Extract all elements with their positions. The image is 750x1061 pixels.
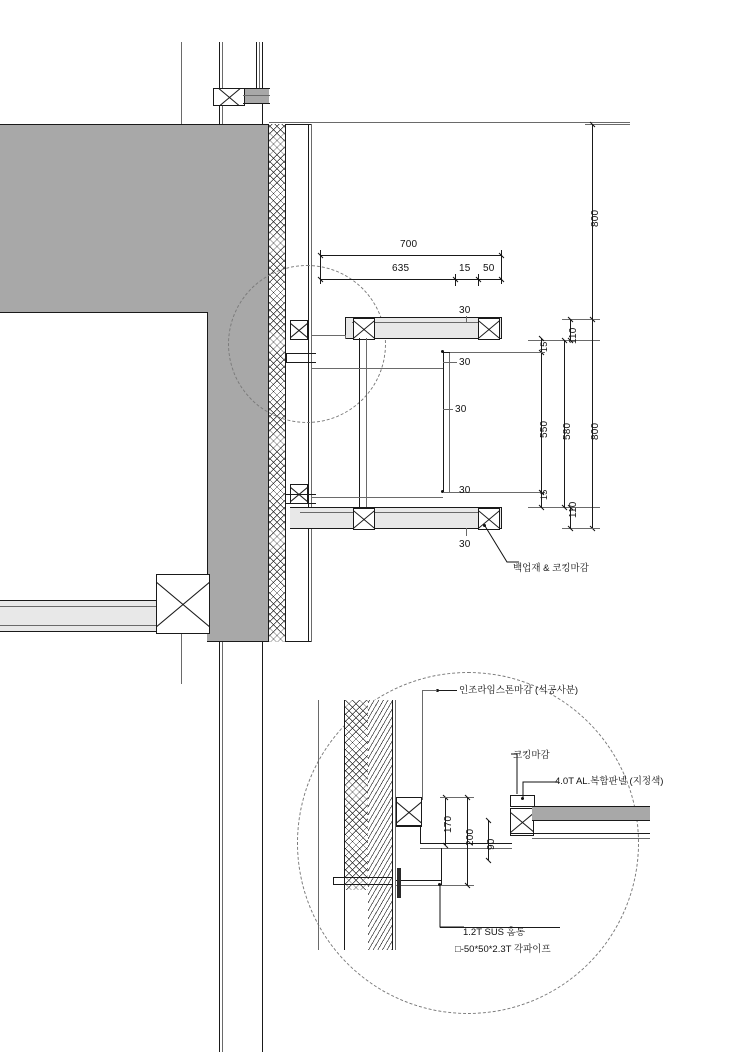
enlarged-al-panel-top bbox=[510, 806, 650, 807]
callout-stem-stone bbox=[422, 690, 423, 800]
concrete-edge-column-left bbox=[207, 312, 208, 574]
enlarged-plate-d bbox=[396, 885, 442, 886]
enlarged-tube-top bbox=[396, 797, 420, 798]
connector-bottom-1 bbox=[311, 497, 443, 498]
void-area bbox=[0, 312, 207, 574]
enlarged-insulation-hatch bbox=[344, 700, 368, 890]
note-sus-gutter: 1.2T SUS 홈통 bbox=[463, 927, 526, 938]
trough-cap-top bbox=[443, 352, 450, 353]
dim-30-c-leader bbox=[443, 409, 453, 410]
enlarged-fixing-b bbox=[333, 884, 393, 885]
dim-30-e-leader bbox=[466, 528, 467, 536]
bracket-lower-b bbox=[286, 503, 316, 504]
head-line-bottom bbox=[243, 103, 270, 104]
enlarged-dim-90-label: 90 bbox=[486, 838, 497, 850]
note-al-composite-panel: 4.0T AL.복합판넬 (지정색) bbox=[555, 776, 664, 787]
trough-line-b bbox=[449, 352, 450, 492]
finish-cap-top bbox=[285, 124, 311, 125]
dim-110-lower: 110 bbox=[568, 501, 579, 518]
enlarged-insulation-batt bbox=[368, 700, 392, 950]
finish-cap-bottom bbox=[285, 641, 311, 642]
enlarged-dim-200-label: 200 bbox=[465, 828, 476, 846]
bracket-upper-b bbox=[286, 362, 316, 363]
bottom-rail-inner bbox=[300, 512, 480, 513]
enlarged-fixing-c bbox=[333, 877, 334, 884]
slab-top-extension-line bbox=[269, 122, 630, 123]
slab-soffit bbox=[0, 124, 269, 180]
dim-550: 550 bbox=[539, 420, 550, 438]
top-rail-right bbox=[501, 317, 502, 339]
dim-15-upper: 15 bbox=[539, 341, 549, 352]
enlarged-tube-left-xbox bbox=[396, 797, 422, 827]
panel-left-web-a bbox=[359, 338, 360, 522]
note-caulking-finish: 코킹마감 bbox=[513, 750, 550, 761]
detail-callout-circle-upper bbox=[228, 265, 386, 423]
enlarged-dim-170-label: 170 bbox=[443, 815, 454, 833]
lower-slab-bottom bbox=[0, 631, 156, 632]
dim-30-d: 30 bbox=[459, 485, 471, 496]
dim-line-700 bbox=[320, 255, 501, 256]
enlarged-plate-c bbox=[396, 880, 442, 881]
enlarged-wall-left bbox=[344, 700, 345, 950]
concrete-edge-bottom bbox=[207, 641, 269, 642]
lower-member-xbox bbox=[156, 574, 210, 634]
connector-top-2 bbox=[311, 368, 443, 369]
anchor-upper-xbox bbox=[290, 320, 308, 340]
dim-800-lower: 800 bbox=[590, 422, 601, 440]
bottom-rail-tube-left bbox=[353, 508, 375, 530]
dim-30-d-leader bbox=[443, 492, 457, 493]
dim-700: 700 bbox=[400, 239, 418, 250]
enlarged-anchor-plate bbox=[397, 868, 401, 898]
bracket-upper-a bbox=[286, 353, 316, 354]
lower-slab-fill bbox=[0, 600, 156, 632]
dim-15-top: 15 bbox=[459, 263, 471, 274]
head-line-mid bbox=[243, 95, 270, 96]
dim-50-top: 50 bbox=[483, 263, 495, 274]
note-square-pipe: □-50*50*2.3T 각파이프 bbox=[455, 944, 551, 955]
enlarged-stone-back-line bbox=[318, 700, 319, 950]
head-member-xbox bbox=[213, 88, 245, 106]
slab-body bbox=[0, 180, 134, 312]
enlarged-al-panel-bottom bbox=[532, 820, 650, 821]
concrete-edge-top bbox=[0, 124, 269, 125]
connector-drop bbox=[345, 335, 346, 339]
lower-slab-line3 bbox=[0, 625, 156, 626]
lower-slab-top bbox=[0, 600, 156, 601]
enlarged-al-panel-fill bbox=[532, 806, 650, 820]
enlarged-plate-vert bbox=[441, 848, 442, 885]
enlarged-tube-bottom bbox=[396, 825, 420, 826]
enlarged-al-panel-line4 bbox=[532, 838, 650, 839]
grid-line-2-lower bbox=[222, 642, 223, 1052]
panel-left-web-b bbox=[366, 338, 367, 522]
trough-line-a bbox=[443, 352, 444, 492]
callout-stem-stone-h bbox=[422, 690, 437, 691]
bottom-rail-fill bbox=[290, 507, 501, 529]
dim-110-upper: 110 bbox=[568, 327, 579, 344]
wall-column-lower bbox=[207, 574, 269, 642]
enlarged-plate-b bbox=[420, 848, 512, 849]
lower-slab-line2 bbox=[0, 606, 156, 607]
note-artificial-limestone: 인조라임스톤마감 (석공사분) bbox=[459, 685, 579, 696]
trough-node-top bbox=[441, 350, 444, 353]
top-rail-tube-left bbox=[353, 318, 375, 340]
connector-top-1 bbox=[311, 335, 346, 336]
mullion-line-c-lower bbox=[262, 642, 263, 1052]
bottom-rail-bottom bbox=[290, 528, 501, 529]
dim-30-a: 30 bbox=[459, 305, 471, 316]
enlarged-tube-right-xbox bbox=[510, 808, 534, 836]
dim-30-e: 30 bbox=[459, 539, 471, 550]
dim-30-a-leader bbox=[466, 316, 467, 322]
enlarged-plate-riser bbox=[420, 825, 421, 843]
dim-ext-550-t bbox=[450, 352, 545, 353]
enlarged-cavity-line bbox=[392, 700, 393, 950]
bottom-rail-top bbox=[290, 507, 501, 508]
bracket-upper-c bbox=[286, 353, 287, 362]
dim-30-b-leader bbox=[443, 362, 457, 363]
dim-800-upper: 800 bbox=[590, 209, 601, 227]
head-line-top bbox=[243, 88, 270, 89]
dim-15-lower: 15 bbox=[539, 489, 549, 500]
dim-30-c: 30 bbox=[455, 404, 467, 415]
dim-580: 580 bbox=[562, 422, 573, 440]
top-rail-tube-right bbox=[478, 318, 500, 340]
grid-line-1-lower bbox=[219, 642, 220, 1052]
dim-30-b: 30 bbox=[459, 357, 471, 368]
enlarged-al-panel-line3 bbox=[510, 833, 650, 834]
dim-ext-110l-b bbox=[562, 528, 600, 529]
note-backup-caulking: 백업재 & 코킹마감 bbox=[513, 563, 589, 574]
dim-ext-110u-t bbox=[562, 319, 600, 320]
bracket-lower-a bbox=[286, 494, 316, 495]
dim-line-635-15-50 bbox=[320, 279, 501, 280]
dim-635: 635 bbox=[392, 263, 410, 274]
callout-leader-stone bbox=[437, 690, 457, 691]
enlarged-fixing-a bbox=[333, 877, 393, 878]
concrete-edge-soffit bbox=[0, 312, 208, 313]
